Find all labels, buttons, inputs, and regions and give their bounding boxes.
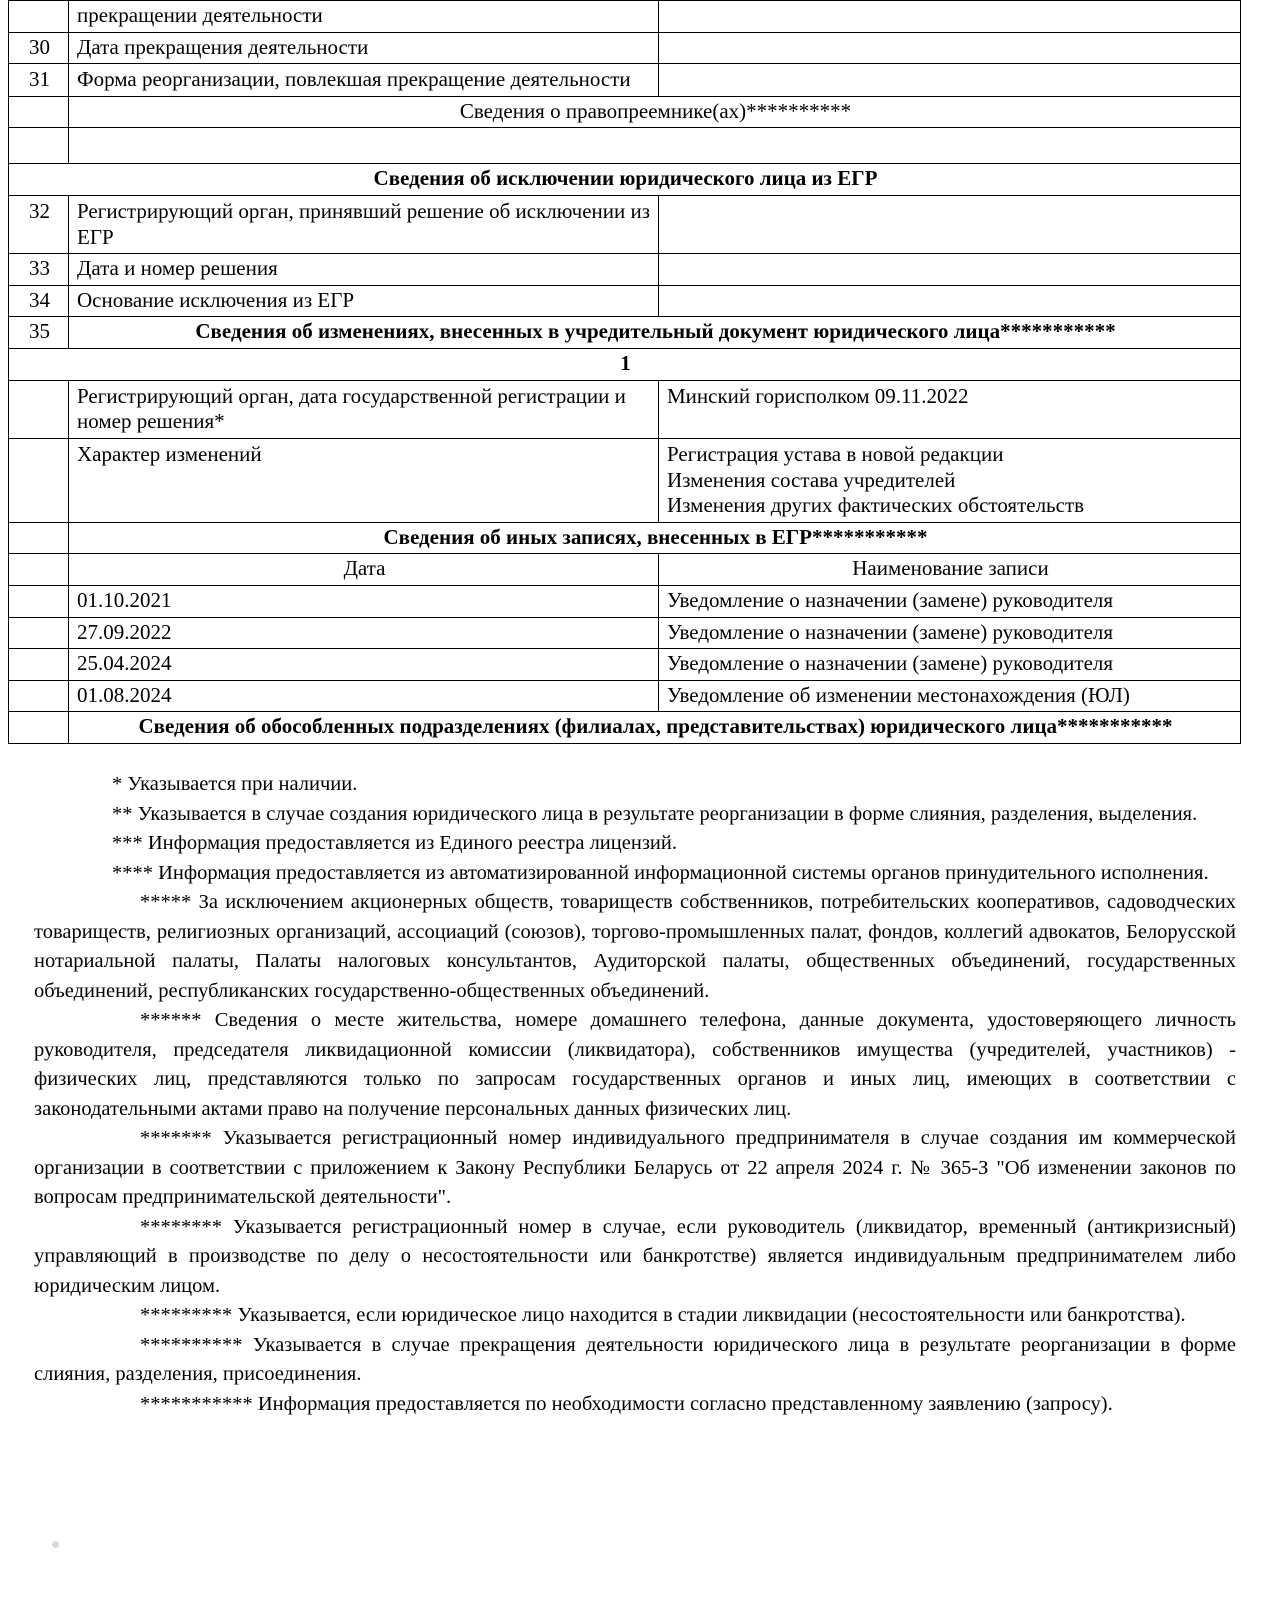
row-number [9,712,69,744]
record-name: Уведомление об изменении местонахождения (ЮЛ) [659,680,1241,712]
branches-header-row [9,712,1241,744]
row-number: 30 [9,32,69,64]
exclusion-header: Сведения об исключении юридического лица из ЕГР [9,164,1241,196]
record-date: 27.09.2022 [69,617,659,649]
footnote-item: *********** Информация предоставляется по необходимости согласно представленному заявлению (запросу). [140,1392,1113,1415]
table-row [9,1,1241,33]
record-name: Уведомление о назначении (замене) руководителя [659,585,1241,617]
row-number [9,554,69,586]
row-number [9,680,69,712]
table-row [9,380,1241,438]
table-row [9,438,1241,522]
row-number: 32 [9,196,69,254]
value-line: Минский горисполком 09.11.2022 [667,383,969,408]
successors-empty-row [9,128,1241,164]
changes-header: Сведения об изменениях, внесенных в учредительный документ юридического лица*********** [69,317,1241,349]
value-lines [667,442,1234,519]
value-line: Изменения состава учредителей [667,467,956,492]
footnote-item: ********* Указывается, если юридическое лицо находится в стадии ликвидации (несостоятельности или банкротства). [140,1304,1186,1327]
row-label: Дата прекращения деятельности [69,32,659,64]
row-number [9,585,69,617]
table-row [9,617,1241,649]
row-label: Дата и номер решения [69,254,659,286]
row-label: Характер изменений [69,438,659,522]
value-line: Регистрация устава в новой редакции [667,441,1004,466]
row-value [659,196,1241,254]
footnote-item: ** Указывается в случае создания юридического лица в результате реорганизации в форме слияния, разделения, выделения. [112,802,1198,825]
row-value [659,32,1241,64]
value-line: Изменения других фактических обстоятельств [667,493,1085,518]
column-header-date: Дата [69,554,659,586]
row-number [9,1,69,33]
successors-header: Сведения о правопреемнике(ах)********** [69,96,1241,128]
footnote-item: ****** Сведения о месте жительства, номере домашнего телефона, данные документа, удостоверяющего личность руководителя, председателя ликвидационной комиссии (ликвидатора), собственников имущества (учредителей, участников) - физических лиц, представляются только по запросам государственных органов и иных лиц, имеющих в соответствии с законодательными актами право на получение персональных данных физических лиц. [34,1009,1236,1120]
value-lines [667,384,1234,410]
changes-header-row [9,317,1241,349]
footnote-item: ********** Указывается в случае прекращения деятельности юридического лица в результате реорганизации в форме слияния, разделения, присоединения. [34,1333,1236,1386]
successors-empty-value [69,128,1241,164]
footnotes [34,770,1236,1419]
successors-header-row [9,96,1241,128]
row-number [9,522,69,554]
footnote-item: * Указывается при наличии. [112,773,358,796]
table-row [9,285,1241,317]
row-number: 31 [9,64,69,97]
branches-header: Сведения об обособленных подразделениях (филиалах, представительствах) юридического лица*********** [69,712,1241,744]
row-value [659,380,1241,438]
row-value [659,285,1241,317]
record-name: Уведомление о назначении (замене) руководителя [659,617,1241,649]
row-label: Основание исключения из ЕГР [69,285,659,317]
row-number [9,380,69,438]
row-number [9,128,69,164]
table-row [9,32,1241,64]
row-label: Регистрирующий орган, принявший решение об исключении из ЕГР [69,196,659,254]
other-records-header: Сведения об иных записях, внесенных в ЕГР*********** [69,522,1241,554]
table-row [9,649,1241,681]
row-value [659,438,1241,522]
row-number [9,438,69,522]
footnote-item: ***** За исключением акционерных обществ, товариществ собственников, потребительских кооперативов, садоводческих товариществ, религиозных организаций, ассоциаций (союзов), торгово-промышленных палат, фондов, коллегий адвокатов, Белорусской нотариальной палаты, Палаты налоговых консультантов, Аудиторской палаты, общественных объединений, государственных объединений, республиканских государственно-общественных объединений. [34,891,1236,1002]
row-number [9,96,69,128]
other-records-columns-row [9,554,1241,586]
footnote-item: ******* Указывается регистрационный номер индивидуального предпринимателя в случае создания им коммерческой организации в соответствии с приложением к Закону Республики Беларусь от 22 апреля 2024 г. № 365-З "Об изменении законов по вопросам предпринимательской деятельности". [34,1127,1236,1209]
table-row [9,196,1241,254]
row-label: прекращении деятельности [69,1,659,33]
table-row [9,680,1241,712]
table-row [9,254,1241,286]
row-value [659,254,1241,286]
row-number: 34 [9,285,69,317]
row-number: 35 [9,317,69,349]
record-date: 01.10.2021 [69,585,659,617]
row-number [9,649,69,681]
row-value [659,1,1241,33]
record-name: Уведомление о назначении (замене) руководителя [659,649,1241,681]
changes-index: 1 [9,349,1241,381]
row-label: Форма реорганизации, повлекшая прекращение деятельности [69,64,659,97]
column-header-name: Наименование записи [659,554,1241,586]
footnote-item: **** Информация предоставляется из автоматизированной информационной системы органов принудительного исполнения. [112,861,1209,884]
row-label: Регистрирующий орган, дата государственной регистрации и номер решения* [69,380,659,438]
egr-table [8,0,1241,744]
row-value [659,64,1241,97]
row-number: 33 [9,254,69,286]
record-date: 01.08.2024 [69,680,659,712]
exclusion-header-row [9,164,1241,196]
table-row [9,585,1241,617]
footnote-item: ******** Указывается регистрационный номер в случае, если руководитель (ликвидатор, временный (антикризисный) управляющий в производстве по делу о несостоятельности или банкротстве) является индивидуальным предпринимателем либо юридическим лицом. [34,1215,1236,1297]
other-records-header-row [9,522,1241,554]
table-row [9,64,1241,97]
record-date: 25.04.2024 [69,649,659,681]
changes-index-row [9,349,1241,381]
footnote-item: *** Информация предоставляется из Единого реестра лицензий. [112,832,677,855]
row-number [9,617,69,649]
scan-artefact-dot [52,1541,59,1548]
